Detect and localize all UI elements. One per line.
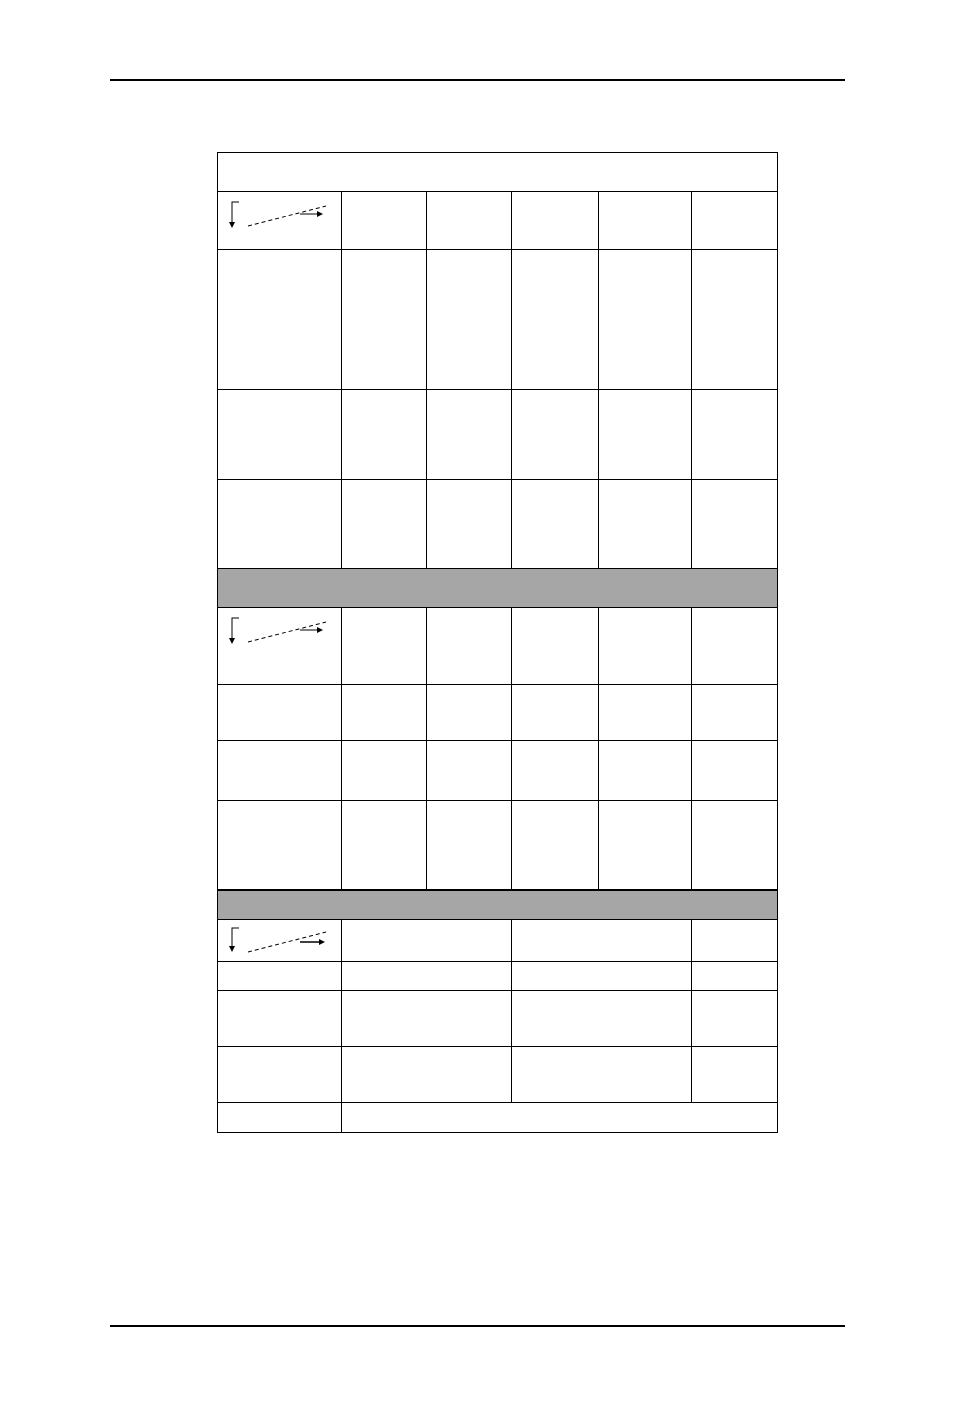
section-2-row-label [217,800,342,890]
section-2-header-cell [341,607,427,685]
table-cell [691,800,778,890]
table-cell [426,389,512,480]
section-1-row-label [217,389,342,480]
section-1-title-cell [217,152,778,192]
section-3-row-label [217,961,342,991]
table-cell [598,249,692,390]
table-cell [511,684,599,741]
section-3-corner-cell [217,919,342,962]
table-cell [341,684,427,741]
table-cell [341,800,427,890]
table-cell [691,249,778,390]
table-cell [691,1046,778,1103]
section-2-header-cell [426,607,512,685]
section-1-row-label [217,249,342,390]
section-2-header-cell [511,607,599,685]
table-cell [341,961,512,991]
table-cell [598,389,692,480]
table-cell [598,684,692,741]
section-1-header-cell [426,191,512,250]
table-cell [341,249,427,390]
table-cell [511,990,692,1047]
table-cell [691,740,778,801]
corner-diagonal-arrow-icon [226,616,330,656]
table-cell [511,961,692,991]
table-cell [691,990,778,1047]
table-cell [426,684,512,741]
table-cell [426,800,512,890]
section-1-row-label [217,479,342,569]
section-3-title-cell [217,889,778,920]
table-cell [426,249,512,390]
table-cell [341,479,427,569]
section-2-row-label [217,684,342,741]
table-cell [511,740,599,801]
section-1-corner-cell [217,191,342,250]
section-2-row-label [217,740,342,801]
table-cell [691,684,778,741]
table-cell [341,990,512,1047]
table-cell [511,479,599,569]
corner-diagonal-arrow-icon [226,200,330,240]
table-cell [691,479,778,569]
table-cell [426,740,512,801]
section-3-footer-cell [341,1102,778,1133]
table-cell [511,800,599,890]
table-cell [341,389,427,480]
header-rule [110,79,845,81]
section-1-header-cell [598,191,692,250]
table-cell [511,249,599,390]
footer-rule [110,1325,845,1327]
section-3-footer-label [217,1102,342,1133]
section-1-header-cell [691,191,778,250]
section-3-header-cell [341,919,512,962]
section-3-header-cell [511,919,692,962]
section-3-header-cell [691,919,778,962]
spec-table [217,152,778,1133]
section-3-row-label [217,1046,342,1103]
section-1-header-cell [341,191,427,250]
table-cell [341,740,427,801]
table-cell [341,1046,512,1103]
table-cell [598,479,692,569]
table-cell [598,740,692,801]
table-cell [426,479,512,569]
table-cell [511,1046,692,1103]
section-2-header-cell [691,607,778,685]
table-cell [598,800,692,890]
section-2-corner-cell [217,607,342,685]
section-3-row-label [217,990,342,1047]
table-cell [691,389,778,480]
table-cell [691,961,778,991]
section-2-header-cell [598,607,692,685]
section-2-title-cell [217,568,778,608]
table-cell [511,389,599,480]
section-1-header-cell [511,191,599,250]
corner-diagonal-arrow-icon [226,926,330,960]
